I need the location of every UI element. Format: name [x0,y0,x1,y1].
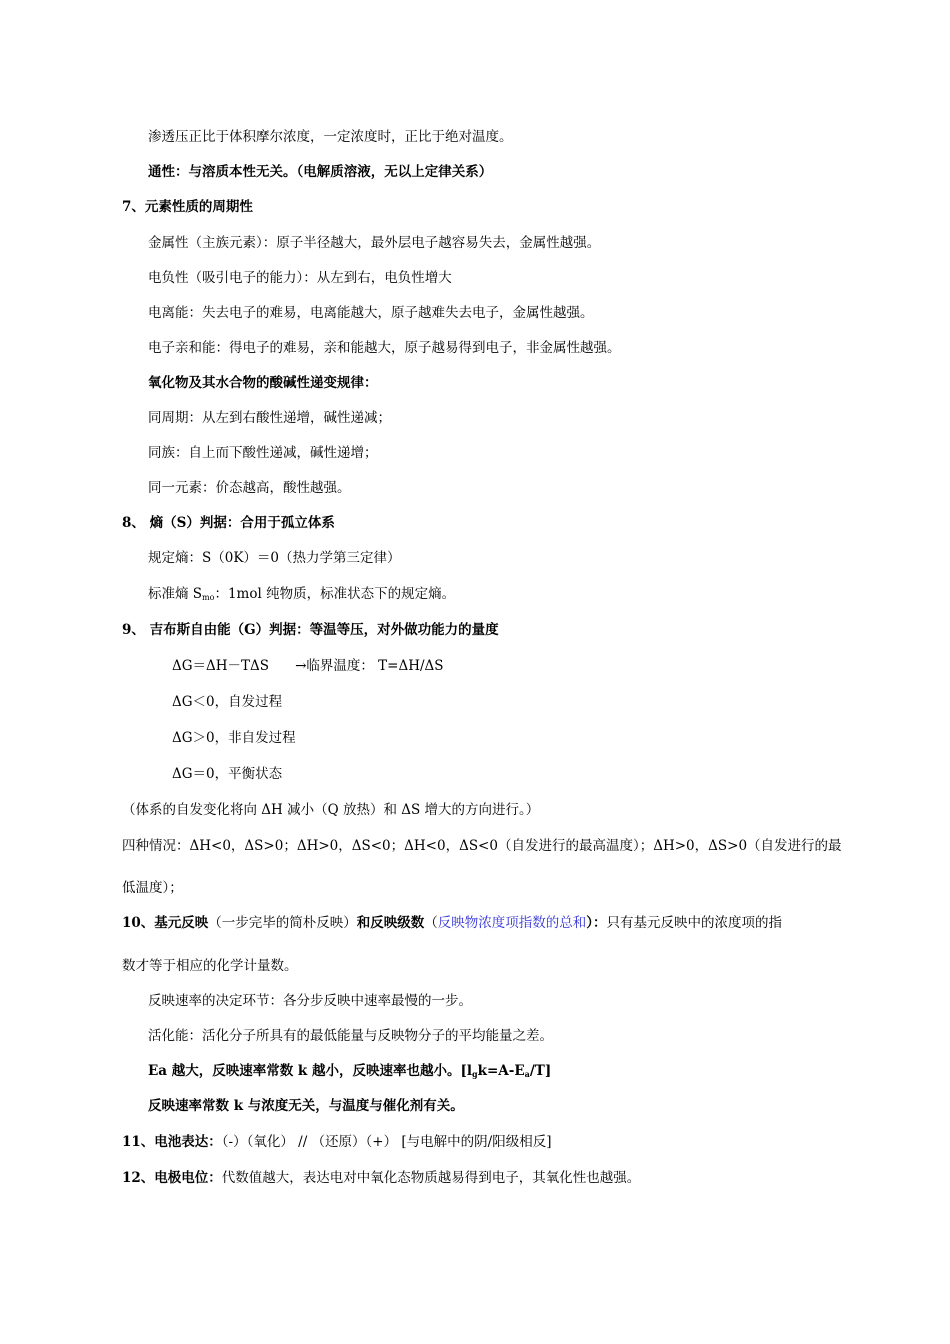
text-rate-constant-factors: 反映速率常数 k 与浓度无关，与温度与催化剂有关。 [148,1098,464,1114]
formula-gibbs: ΔG＝ΔH－TΔS →临界温度： T=ΔH/ΔS [172,658,444,674]
text-electron-affinity: 电子亲和能：得电子的难易，亲和能越大，原子越易得到电子，非金属性越强。 [148,340,621,356]
text-same-element: 同一元素：价态越高，酸性越强。 [148,480,351,496]
heading-section-12: 12、电极电位：代数值越大，表达电对中氧化态物质越易得到电子，其氧化性也越强。 [122,1170,641,1186]
text-rate-determining-step: 反映速率的决定环节：各分步反映中速率最慢的一步。 [148,993,472,1009]
heading-section-8: 8、 熵（S）判据：合用于孤立体系 [122,515,335,531]
heading-section-7: 7、元素性质的周期性 [122,199,253,215]
text-ionization-energy: 电离能：失去电子的难易，电离能越大，原子越难失去电子，金属性越强。 [148,305,594,321]
text-dg-positive: ΔG＞0，非自发过程 [172,730,296,746]
text-elementary-cont: 数才等于相应的化学计量数。 [122,958,298,974]
heading-section-11: 11、电池表达：（-）（氧化） // （还原）（+） [与电解中的阴/阳级相反] [122,1134,552,1150]
text-dg-zero: ΔG＝0，平衡状态 [172,766,283,782]
text-standard-entropy: 标准熵 $S_{mo}$：1mol 纯物质，标准状态下的规定熵。 [148,586,456,602]
text-oxide-acidity-rule: 氧化物及其水合物的酸碱性递变规律： [148,375,378,391]
text-metallicity: 金属性（主族元素）：原子半径越大，最外层电子越容易失去，金属性越强。 [148,235,601,251]
heading-section-9: 9、 吉布斯自由能（G）判据：等温等压，对外做功能力的量度 [122,622,499,638]
text-four-cases: 四种情况：ΔH<0，ΔS>0；ΔH>0，ΔS<0；ΔH<0，ΔS<0（自发进行的最高温度）；ΔH>0，ΔS>0（自发进行的最 [122,838,842,854]
text-dg-negative: ΔG＜0，自发过程 [172,694,283,710]
text-same-group: 同族：自上而下酸性递减，碱性递增； [148,445,378,461]
text-conventional-entropy: 规定熵：S（0K）＝0（热力学第三定律） [148,550,401,566]
text-ea-rate-constant: Ea 越大，反映速率常数 k 越小，反映速率也越小。$[l_gk=A-E_a/T]$ [148,1063,552,1079]
text-spontaneous-direction: （体系的自发变化将向 ΔH 减小（Q 放热）和 ΔS 增大的方向进行。） [122,802,540,818]
text-activation-energy: 活化能：活化分子所具有的最低能量与反映物分子的平均能量之差。 [148,1028,553,1044]
text-colligative-generality: 通性：与溶质本性无关。（电解质溶液，无以上定律关系） [148,164,493,180]
text-osmotic-pressure: 渗透压正比于体积摩尔浓度，一定浓度时，正比于绝对温度。 [148,129,513,145]
text-four-cases-cont: 低温度）； [122,880,183,896]
text-same-period: 同周期：从左到右酸性递增，碱性递减； [148,410,391,426]
heading-section-10: 10、基元反映（一步完毕的简朴反映）和反映级数（反映物浓度项指数的总和）：只有基元反映中的浓度项的指 [122,915,783,931]
text-electronegativity: 电负性（吸引电子的能力）：从左到右，电负性增大 [148,270,452,286]
